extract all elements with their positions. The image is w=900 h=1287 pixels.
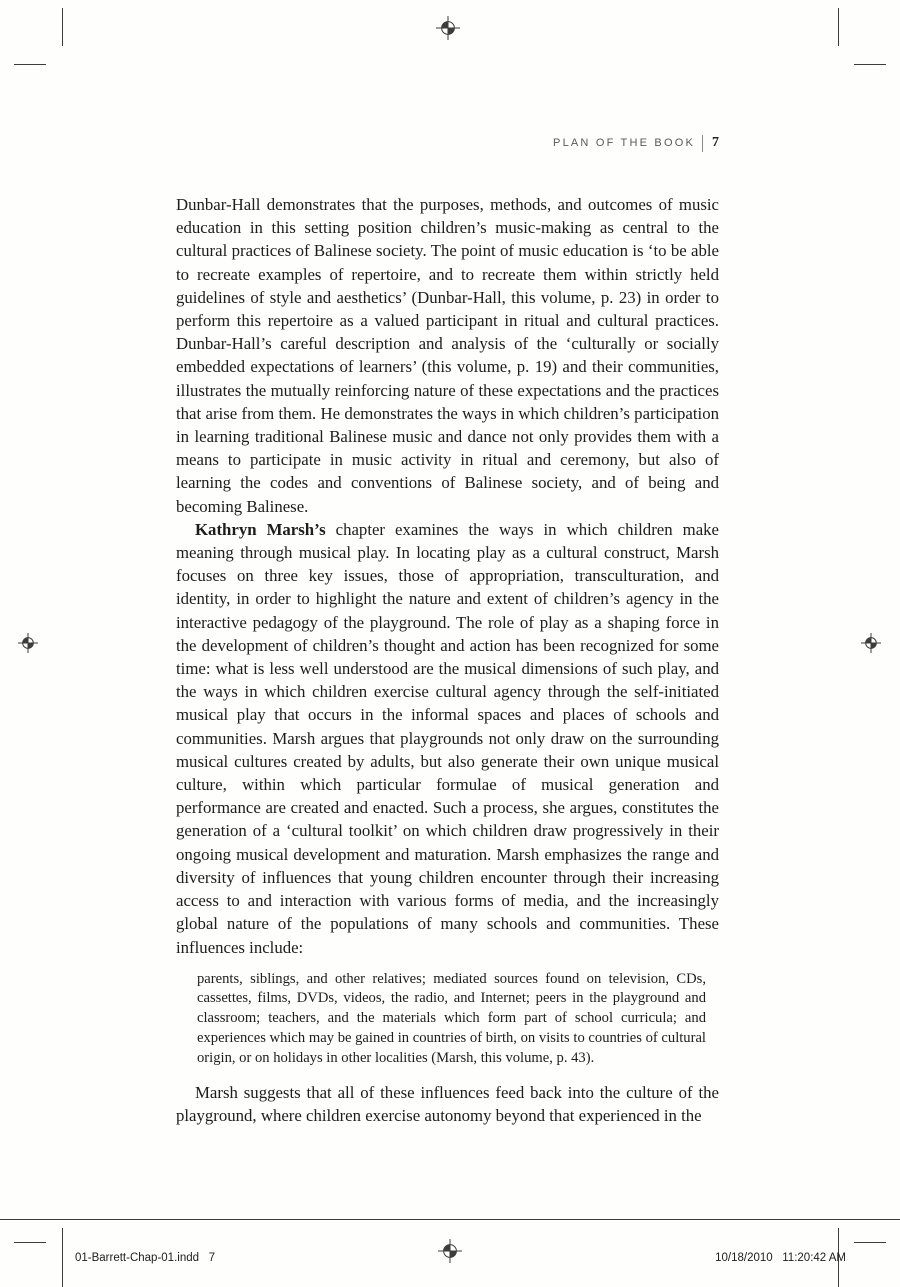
footer-rule [0,1219,900,1220]
block-quote: parents, siblings, and other relatives; mediated sources found on television, CDs, cassettes, films, DVDs, videos, the radio, and Internet; peers in the playground and classroom; teachers, and the materials which form part of school curricula; and experiences which may be gained in countries of birth, on visits to countries of cultural origin, or on holidays in other localities (Marsh, this volume, p. 43). [197,970,706,1066]
crop-mark-right-horizontal [854,64,886,65]
crop-mark-bottom-right-horizontal [854,1242,886,1243]
running-header [176,132,719,154]
paragraph-marsh-suggests: Marsh suggests that all of these influences feed back into the culture of the playground, where children exercise autonomy beyond that experienced in the [176,1083,719,1126]
page-number: 7 [712,135,719,150]
crop-mark-bottom-left-vertical [62,1228,63,1287]
footer-timestamp: 10/18/2010 11:20:42 AM [715,1252,846,1264]
registration-mark-icon [436,16,460,40]
body-text-column [176,193,719,1128]
registration-mark-icon [18,633,38,653]
crop-mark-bottom-left-horizontal [14,1242,46,1243]
paragraph-kathryn-marsh-text: chapter examines the ways in which children make meaning through musical play. In locating play as a cultural construct, Marsh focuses on three key issues, those of appropriation, transculturation, and identity, in order to highlight the nature and extent of children’s agency in the interactive pedagogy of the playground. The role of play as a shaping force in the development of children’s thought and action has been recognized for some time: what is less well understood are the musical dimensions of such play, and the ways in which children exercise cultural agency through the self-initiated musical play that occurs in the informal spaces and places of schools and communities. Marsh argues that playgrounds not only draw on the surrounding musical cultures created by adults, but also generate their own unique musical culture, within which particular formulae of musical generation and performance are created and enacted. Such a process, she argues, constitutes the generation of a ‘cultural toolkit’ on which children draw progressively in their ongoing musical development and maturation. Marsh emphasizes the range and diversity of influences that young children encounter through their increasing access to and interaction with various forms of media, and the increasingly global nature of the populations of many schools and communities. These influences include: [176,519,719,957]
crop-mark-top-left-vertical [62,8,63,46]
footer-file-slug: 01-Barrett-Chap-01.indd 7 [75,1252,215,1264]
registration-mark-icon [438,1239,462,1263]
running-header-title: PLAN OF THE BOOK [553,137,695,149]
crop-mark-top-right-vertical [838,8,839,46]
paragraph-lead-bold: Kathryn Marsh’s [195,519,326,539]
registration-mark-icon [861,633,881,653]
crop-mark-left-horizontal [14,64,46,65]
paragraph-dunbar-hall: Dunbar-Hall demonstrates that the purposes, methods, and outcomes of music education in this setting position children’s music-making as central to the cultural practices of Balinese society. The point of music education is ‘to be able to recreate examples of repertoire, and to recreate them within strictly held guidelines of style and aesthetics’ (Dunbar-Hall, this volume, p. 23) in order to perform this repertoire as a valued participant in ritual and cultural practices. Dunbar-Hall’s careful description and analysis of the ‘culturally or socially embedded expectations of learners’ (this volume, p. 19) and their communities, illustrates the mutually reinforcing nature of these expectations and the practices that arise from them. He demonstrates the ways in which children’s participation in learning traditional Balinese music and dance not only provides them with a means to participate in music activity in ritual and ceremony, but also of learning the codes and conventions of Balinese society, and of being and becoming Balinese. [176,195,719,516]
paragraph-kathryn-marsh [176,518,719,959]
header-divider [702,135,703,152]
